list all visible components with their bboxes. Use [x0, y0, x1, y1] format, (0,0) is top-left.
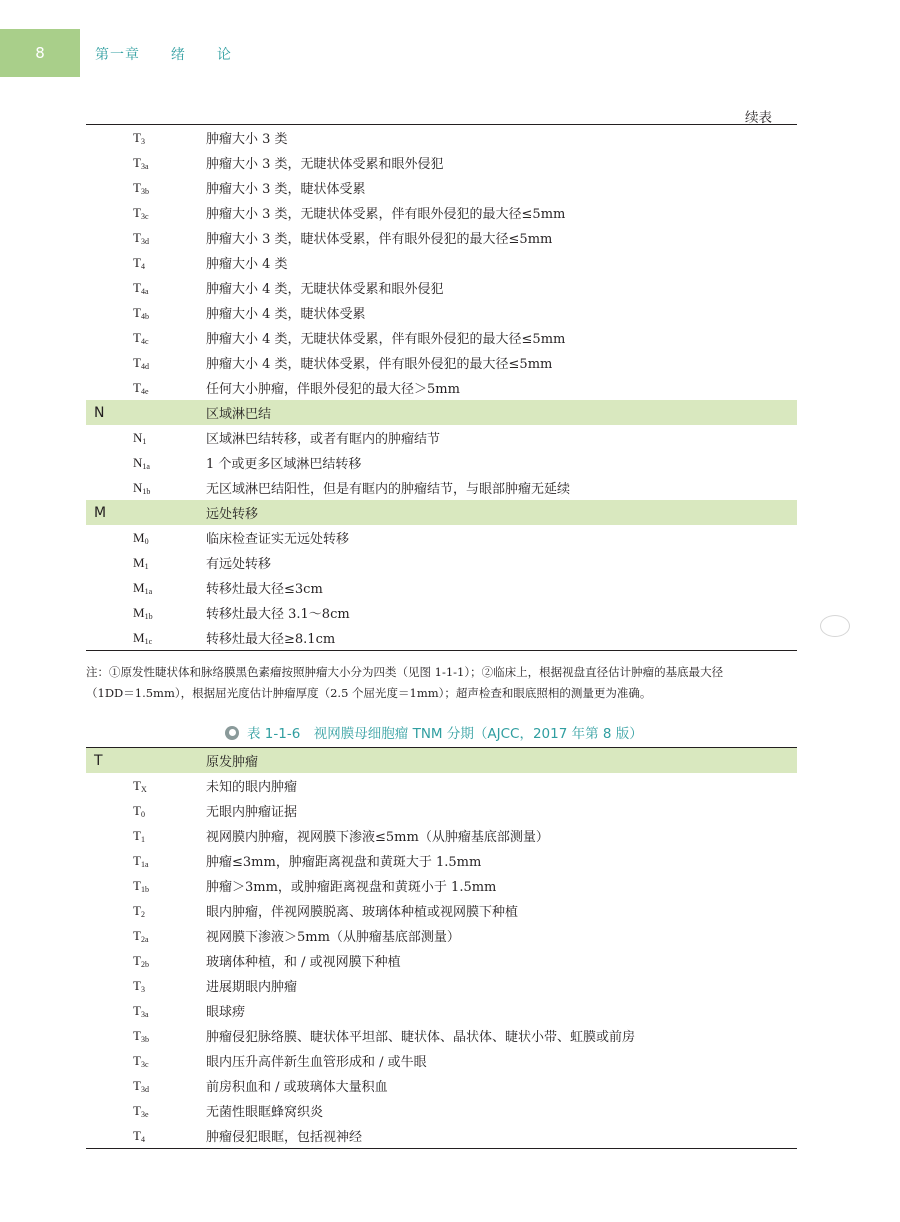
- table-row: [86, 225, 797, 250]
- table-row: [86, 625, 797, 651]
- stage-letter: T: [133, 802, 141, 818]
- stage-subscript: 1: [144, 561, 149, 571]
- chapter-heading: [95, 44, 232, 64]
- stage-code: [86, 823, 206, 848]
- stage-subscript: 2a: [140, 934, 149, 944]
- table-row: [86, 923, 797, 948]
- stage-subscript: 4a: [140, 286, 149, 296]
- stage-code: [86, 1123, 206, 1149]
- stage-description: 眼内肿瘤，伴视网膜脱离、玻璃体种植或视网膜下种植: [206, 905, 519, 920]
- stage-letter: T: [133, 204, 141, 220]
- stage-subscript: 3d: [140, 1084, 149, 1094]
- stage-letter: T: [133, 927, 141, 943]
- stage-code: [86, 425, 206, 450]
- chapter-title-2: 论: [216, 47, 232, 63]
- stage-letter: T: [133, 279, 141, 295]
- table-continued: [86, 124, 797, 651]
- table-note: [86, 662, 798, 704]
- stage-description: 肿瘤大小 3 类，无睫状体受累和眼外侵犯: [206, 157, 444, 172]
- stage-code: [86, 773, 206, 798]
- stage-code: [86, 1048, 206, 1073]
- caption-text: 表 1-1-6 视网膜母细胞瘤 TNM 分期（AJCC，2017 年第 8 版）: [247, 726, 643, 742]
- table-retinoblastoma-tnm: [86, 747, 797, 1149]
- stage-description: 肿瘤大小 4 类，睫状体受累: [206, 307, 366, 322]
- table-row: [86, 600, 797, 625]
- table-row: [86, 425, 797, 450]
- stage-letter: M: [94, 504, 107, 521]
- table-row: [86, 873, 797, 898]
- stage-code: [86, 400, 206, 425]
- stage-subscript: 1: [140, 834, 145, 844]
- stage-code: [86, 250, 206, 275]
- table-row: [86, 898, 797, 923]
- stage-description: 肿瘤大小 4 类，无睫状体受累，伴有眼外侵犯的最大径≤5mm: [206, 332, 566, 347]
- stage-description: 前房积血和 / 或玻璃体大量积血: [206, 1080, 388, 1095]
- table-row: [86, 1048, 797, 1073]
- stage-code: [86, 873, 206, 898]
- table-row: [86, 200, 797, 225]
- disc-icon: [225, 726, 239, 740]
- watermark-stamp: [820, 615, 850, 637]
- table-row: [86, 948, 797, 973]
- stage-code: [86, 848, 206, 873]
- stage-letter: T: [133, 952, 141, 968]
- stage-description: 远处转移: [206, 500, 797, 525]
- stage-letter: M: [133, 529, 145, 545]
- stage-code: [86, 898, 206, 923]
- stage-description: 玻璃体种植，和 / 或视网膜下种植: [206, 955, 401, 970]
- stage-letter: T: [133, 379, 141, 395]
- stage-subscript: 4d: [140, 361, 149, 371]
- stage-subscript: 1b: [142, 486, 151, 496]
- stage-letter: T: [133, 129, 141, 145]
- stage-letter: T: [133, 1002, 141, 1018]
- stage-description: 未知的眼内肿瘤: [206, 780, 298, 795]
- stage-letter: T: [133, 329, 141, 345]
- stage-subscript: 3c: [140, 211, 149, 221]
- stage-subscript: 0: [144, 536, 149, 546]
- continued-label: 续表: [745, 110, 772, 126]
- stage-description: 肿瘤大小 3 类，无睫状体受累，伴有眼外侵犯的最大径≤5mm: [206, 207, 566, 222]
- stage-code: [86, 300, 206, 325]
- stage-description: 临床检查证实无远处转移: [206, 532, 350, 547]
- stage-description: 有远处转移: [206, 557, 272, 572]
- stage-subscript: 4c: [140, 336, 149, 346]
- table-row: [86, 998, 797, 1023]
- stage-code: [86, 973, 206, 998]
- stage-code: [86, 325, 206, 350]
- stage-code: [86, 475, 206, 500]
- table-row: [86, 250, 797, 275]
- table-row: [86, 375, 797, 400]
- stage-subscript: 3a: [140, 1009, 149, 1019]
- stage-letter: T: [133, 777, 141, 793]
- stage-letter: T: [133, 229, 141, 245]
- stage-subscript: 4: [140, 1134, 145, 1144]
- stage-subscript: 3b: [140, 1034, 149, 1044]
- stage-letter: T: [133, 354, 141, 370]
- stage-subscript: 1b: [140, 884, 149, 894]
- stage-description: 肿瘤大小 4 类: [206, 257, 288, 272]
- stage-subscript: 1a: [142, 461, 150, 471]
- stage-subscript: 3c: [140, 1059, 149, 1069]
- stage-subscript: X: [140, 784, 147, 794]
- note-line-2: （1DD＝1.5mm），根据屈光度估计肿瘤厚度（2.5 个屈光度＝1mm）；超声检查和眼底照相的测量更为准确。: [86, 686, 652, 700]
- stage-description: 进展期眼内肿瘤: [206, 980, 298, 995]
- stage-subscript: 4e: [140, 386, 149, 396]
- stage-description: 肿瘤侵犯眼眶，包括视神经: [206, 1130, 363, 1145]
- stage-subscript: 3a: [140, 161, 149, 171]
- stage-letter: T: [133, 179, 141, 195]
- stage-description: 原发肿瘤: [206, 748, 797, 774]
- stage-description: 视网膜内肿瘤，视网膜下渗液≤5mm（从肿瘤基底部测量）: [206, 830, 549, 845]
- stage-subscript: 1a: [140, 859, 149, 869]
- stage-description: 肿瘤大小 4 类，无睫状体受累和眼外侵犯: [206, 282, 444, 297]
- stage-letter: M: [133, 579, 145, 595]
- stage-letter: M: [133, 604, 145, 620]
- stage-letter: T: [133, 1052, 141, 1068]
- table-row: [86, 575, 797, 600]
- stage-code: [86, 375, 206, 400]
- stage-code: [86, 550, 206, 575]
- table-row: [86, 1023, 797, 1048]
- stage-code: [86, 200, 206, 225]
- table-row: [86, 450, 797, 475]
- chapter-label: 第一章: [95, 47, 140, 63]
- stage-description: 转移灶最大径 3.1～8cm: [206, 607, 350, 622]
- stage-subscript: 4b: [140, 311, 149, 321]
- stage-subscript: 0: [140, 809, 145, 819]
- stage-description: 肿瘤大小 3 类: [206, 132, 288, 147]
- stage-description: 视网膜下渗液＞5mm（从肿瘤基底部测量）: [206, 930, 460, 945]
- stage-letter: T: [133, 852, 141, 868]
- table-row: [86, 550, 797, 575]
- stage-letter: N: [94, 404, 105, 421]
- stage-description: 眼内压升高伴新生血管形成和 / 或牛眼: [206, 1055, 427, 1070]
- stage-description: 肿瘤≤3mm，肿瘤距离视盘和黄斑大于 1.5mm: [206, 855, 482, 870]
- table-row: [86, 325, 797, 350]
- stage-letter: T: [133, 977, 141, 993]
- stage-code: [86, 275, 206, 300]
- table-row: [86, 823, 797, 848]
- stage-subscript: 4: [140, 261, 145, 271]
- stage-letter: T: [133, 254, 141, 270]
- stage-code: [86, 525, 206, 550]
- table-row: [86, 300, 797, 325]
- stage-subscript: 1b: [144, 611, 153, 621]
- stage-subscript: 1a: [144, 586, 153, 596]
- stage-code: [86, 450, 206, 475]
- stage-letter: T: [133, 1127, 141, 1143]
- section-header-row: [86, 500, 797, 525]
- stage-code: [86, 625, 206, 651]
- table-row: [86, 773, 797, 798]
- table-row: [86, 1098, 797, 1123]
- stage-letter: T: [133, 1027, 141, 1043]
- stage-subscript: 3: [140, 136, 145, 146]
- stage-code: [86, 998, 206, 1023]
- table-row: [86, 350, 797, 375]
- stage-code: [86, 748, 206, 774]
- table-row: [86, 125, 797, 151]
- stage-letter: N: [133, 454, 143, 470]
- stage-description: 任何大小肿瘤，伴眼外侵犯的最大径＞5mm: [206, 382, 460, 397]
- stage-letter: T: [94, 752, 103, 769]
- stage-subscript: 3d: [140, 236, 149, 246]
- stage-letter: T: [133, 304, 141, 320]
- stage-code: [86, 600, 206, 625]
- table-row: [86, 1073, 797, 1098]
- table-row: [86, 798, 797, 823]
- stage-code: [86, 575, 206, 600]
- table-row: [86, 150, 797, 175]
- stage-letter: T: [133, 827, 141, 843]
- table-row: [86, 973, 797, 998]
- stage-description: 无区域淋巴结阳性，但是有眶内的肿瘤结节，与眼部肿瘤无延续: [206, 482, 571, 497]
- table-row: [86, 1123, 797, 1149]
- stage-letter: M: [133, 554, 145, 570]
- stage-description: 眼球痨: [206, 1005, 246, 1020]
- table-row: [86, 525, 797, 550]
- stage-description: 转移灶最大径≤3cm: [206, 582, 323, 597]
- stage-description: 肿瘤＞3mm，或肿瘤距离视盘和黄斑小于 1.5mm: [206, 880, 497, 895]
- stage-letter: T: [133, 1102, 141, 1118]
- stage-description: 无菌性眼眶蜂窝织炎: [206, 1105, 324, 1120]
- stage-letter: M: [133, 629, 145, 645]
- stage-subscript: 3b: [140, 186, 149, 196]
- note-line-1: 注：①原发性睫状体和脉络膜黑色素瘤按照肿瘤大小分为四类（见图 1-1-1）；②临床上，根据视盘直径估计肿瘤的基底最大径: [86, 665, 724, 679]
- stage-code: [86, 1098, 206, 1123]
- stage-description: 肿瘤大小 4 类，睫状体受累，伴有眼外侵犯的最大径≤5mm: [206, 357, 553, 372]
- stage-description: 肿瘤大小 3 类，睫状体受累，伴有眼外侵犯的最大径≤5mm: [206, 232, 553, 247]
- table-row: [86, 275, 797, 300]
- stage-description: 肿瘤侵犯脉络膜、睫状体平坦部、睫状体、晶状体、睫状小带、虹膜或前房: [206, 1030, 636, 1045]
- table-row: [86, 175, 797, 200]
- stage-code: [86, 1073, 206, 1098]
- stage-code: [86, 350, 206, 375]
- stage-letter: T: [133, 877, 141, 893]
- stage-letter: T: [133, 154, 141, 170]
- stage-description: 1 个或更多区域淋巴结转移: [206, 457, 362, 472]
- stage-letter: T: [133, 902, 141, 918]
- stage-subscript: 1c: [144, 636, 153, 646]
- stage-code: [86, 948, 206, 973]
- stage-code: [86, 150, 206, 175]
- stage-code: [86, 225, 206, 250]
- stage-letter: T: [133, 1077, 141, 1093]
- page-number: 8: [35, 44, 45, 62]
- stage-code: [86, 500, 206, 525]
- stage-code: [86, 125, 206, 151]
- table-row: [86, 475, 797, 500]
- stage-subscript: 3: [140, 984, 145, 994]
- table-row: [86, 848, 797, 873]
- stage-description: 无眼内肿瘤证据: [206, 805, 298, 820]
- stage-description: 区域淋巴结: [206, 400, 797, 425]
- stage-subscript: 1: [142, 436, 147, 446]
- section-header-row: [86, 400, 797, 425]
- stage-subscript: 2b: [140, 959, 149, 969]
- stage-subscript: 3e: [140, 1109, 149, 1119]
- table-caption: [225, 722, 643, 742]
- stage-description: 肿瘤大小 3 类，睫状体受累: [206, 182, 366, 197]
- stage-letter: N: [133, 429, 143, 445]
- stage-code: [86, 923, 206, 948]
- stage-code: [86, 1023, 206, 1048]
- stage-letter: N: [133, 479, 143, 495]
- section-header-row: [86, 748, 797, 774]
- stage-description: 转移灶最大径≥8.1cm: [206, 632, 336, 647]
- stage-code: [86, 798, 206, 823]
- stage-code: [86, 175, 206, 200]
- stage-description: 区域淋巴结转移，或者有眶内的肿瘤结节: [206, 432, 441, 447]
- chapter-title-1: 绪: [170, 47, 186, 63]
- stage-subscript: 2: [140, 909, 145, 919]
